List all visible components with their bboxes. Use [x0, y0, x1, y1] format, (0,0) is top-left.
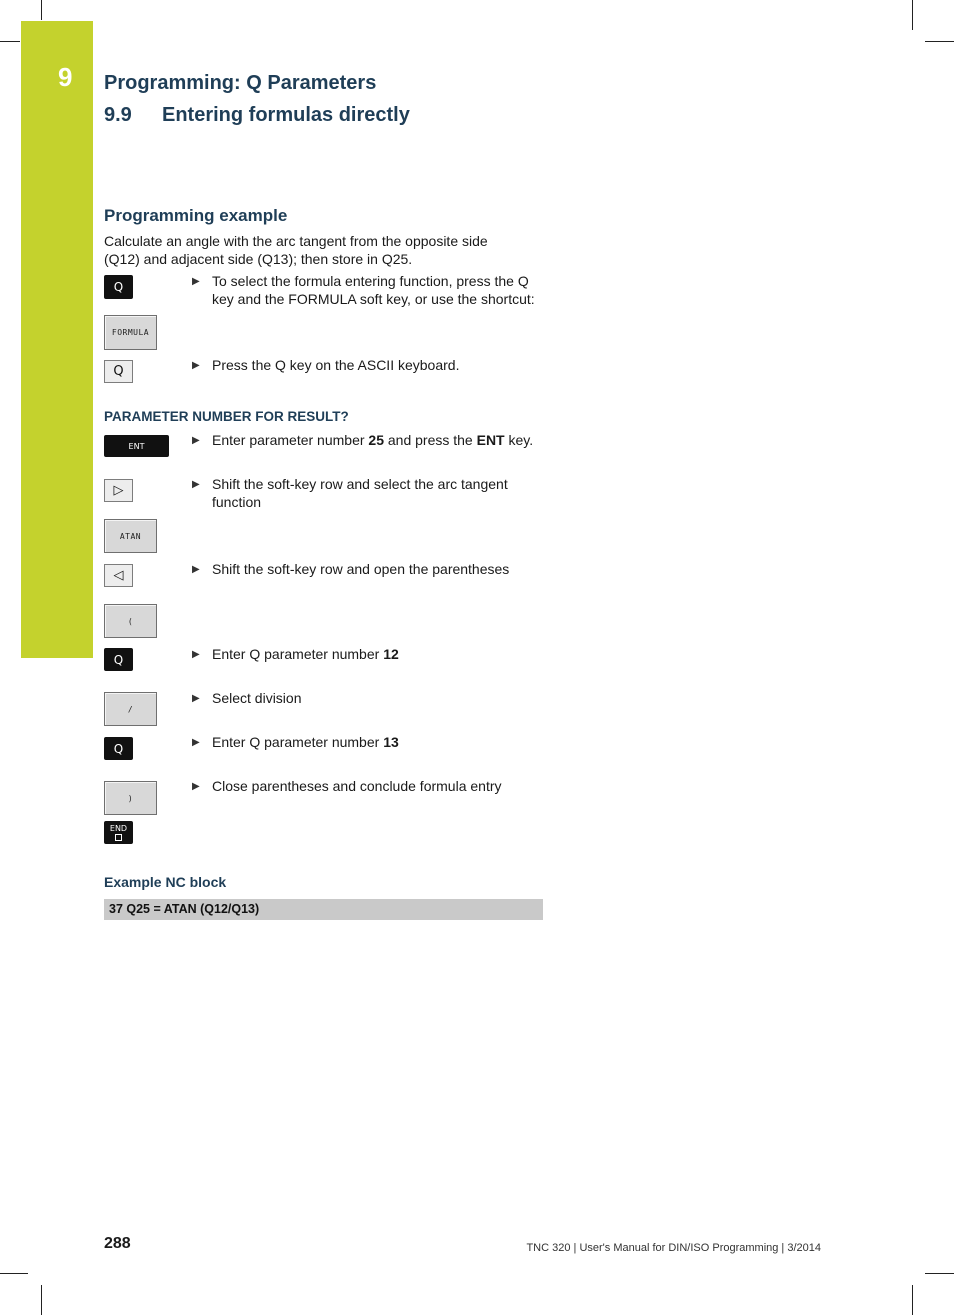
- step-arrow-icon: ▶: [192, 737, 200, 748]
- step-open-parentheses: [192, 560, 537, 578]
- q-key: [104, 737, 133, 760]
- page-number: 288: [104, 1235, 131, 1252]
- divide-label: /: [127, 704, 134, 714]
- step-close-parentheses: [192, 777, 537, 795]
- prev-row-icon: ◁: [113, 568, 124, 583]
- chapter-number: 9: [58, 62, 73, 92]
- step-arrow-icon: ▶: [192, 649, 200, 660]
- step-arrow-icon: ▶: [192, 479, 200, 490]
- step-text: Press the Q key on the ASCII keyboard.: [212, 357, 460, 373]
- formula-softkey-label: FORMULA: [111, 328, 150, 337]
- step-text: and press the: [383, 432, 477, 448]
- step-select-atan: [192, 475, 537, 511]
- step-enter-13: [192, 733, 537, 751]
- atan-softkey-label: ATAN: [119, 531, 142, 541]
- q-key: [104, 648, 133, 671]
- step-select-formula: [192, 272, 537, 308]
- crop-mark: [0, 41, 20, 42]
- ent-key: [104, 435, 169, 457]
- q-key: [104, 275, 133, 299]
- ent-key-label: ENT: [128, 441, 145, 451]
- paren-close-label: ): [127, 793, 134, 803]
- paren-open-softkey: [104, 604, 157, 638]
- section-title: Entering formulas directly: [162, 104, 410, 126]
- step-arrow-icon: ▶: [192, 693, 200, 704]
- crop-mark: [0, 1273, 28, 1274]
- step-arrow-icon: ▶: [192, 435, 200, 446]
- step-text: Close parentheses and conclude formula entry: [212, 778, 502, 794]
- step-text: To select the formula entering function, press the Q key and the FORMULA soft key, or use the shortcut:: [212, 273, 535, 307]
- paren-close-softkey: [104, 781, 157, 815]
- paren-open-label: (: [127, 616, 134, 626]
- crop-mark: [912, 0, 913, 30]
- step-text: Enter Q parameter number: [212, 646, 384, 662]
- step-arrow-icon: ▶: [192, 276, 200, 287]
- step-arrow-icon: ▶: [192, 781, 200, 792]
- crop-mark: [925, 1273, 954, 1274]
- section-number: 9.9: [104, 104, 132, 126]
- atan-softkey: [104, 519, 157, 553]
- end-key: [104, 821, 133, 844]
- crop-mark: [912, 1285, 913, 1315]
- q-key-label: Q: [113, 741, 124, 756]
- next-row-icon: ▷: [113, 483, 124, 498]
- step-text: Enter Q parameter number: [212, 734, 384, 750]
- next-row-key: [104, 479, 133, 502]
- step-number: 13: [383, 734, 399, 750]
- step-enter-25: [192, 431, 537, 449]
- end-square-icon: [115, 834, 122, 841]
- dialog-prompt: PARAMETER NUMBER FOR RESULT?: [104, 409, 349, 424]
- step-select-division: [192, 689, 537, 707]
- chapter-title: Programming: Q Parameters: [104, 72, 377, 94]
- ascii-q-key-label: Q: [113, 364, 124, 379]
- step-arrow-icon: ▶: [192, 360, 200, 371]
- crop-mark: [925, 41, 954, 42]
- step-enter-12: [192, 645, 537, 663]
- q-key-label: Q: [113, 652, 124, 667]
- q-key-label: Q: [113, 280, 124, 294]
- step-text: key.: [504, 432, 534, 448]
- prev-row-key: [104, 564, 133, 587]
- intro-text: Calculate an angle with the arc tangent from the opposite side (Q12) and adjacent side (Q13); then store in Q25.: [104, 233, 488, 267]
- chapter-sidebar: [21, 21, 93, 658]
- crop-mark: [41, 0, 42, 20]
- crop-mark: [41, 1285, 42, 1315]
- divide-softkey: [104, 692, 157, 726]
- step-number: 25: [368, 432, 384, 448]
- footer-text: TNC 320 | User's Manual for DIN/ISO Programming | 3/2014: [526, 1242, 821, 1254]
- step-text: Shift the soft-key row and open the parentheses: [212, 561, 510, 577]
- subsection-title: Programming example: [104, 206, 288, 225]
- step-key-name: ENT: [476, 432, 505, 448]
- formula-softkey: [104, 315, 157, 350]
- ascii-q-key: [104, 360, 133, 383]
- step-number: 12: [383, 646, 399, 662]
- nc-example-title: Example NC block: [104, 874, 227, 890]
- section-heading: [104, 104, 410, 127]
- nc-code-block: 37 Q25 = ATAN (Q12/Q13): [104, 899, 543, 920]
- step-arrow-icon: ▶: [192, 564, 200, 575]
- step-text: Enter parameter number: [212, 432, 369, 448]
- step-press-q: [192, 356, 537, 374]
- step-text: Shift the soft-key row and select the arc tangent function: [212, 476, 508, 510]
- end-key-label: END: [109, 824, 128, 833]
- step-text: Select division: [212, 690, 302, 706]
